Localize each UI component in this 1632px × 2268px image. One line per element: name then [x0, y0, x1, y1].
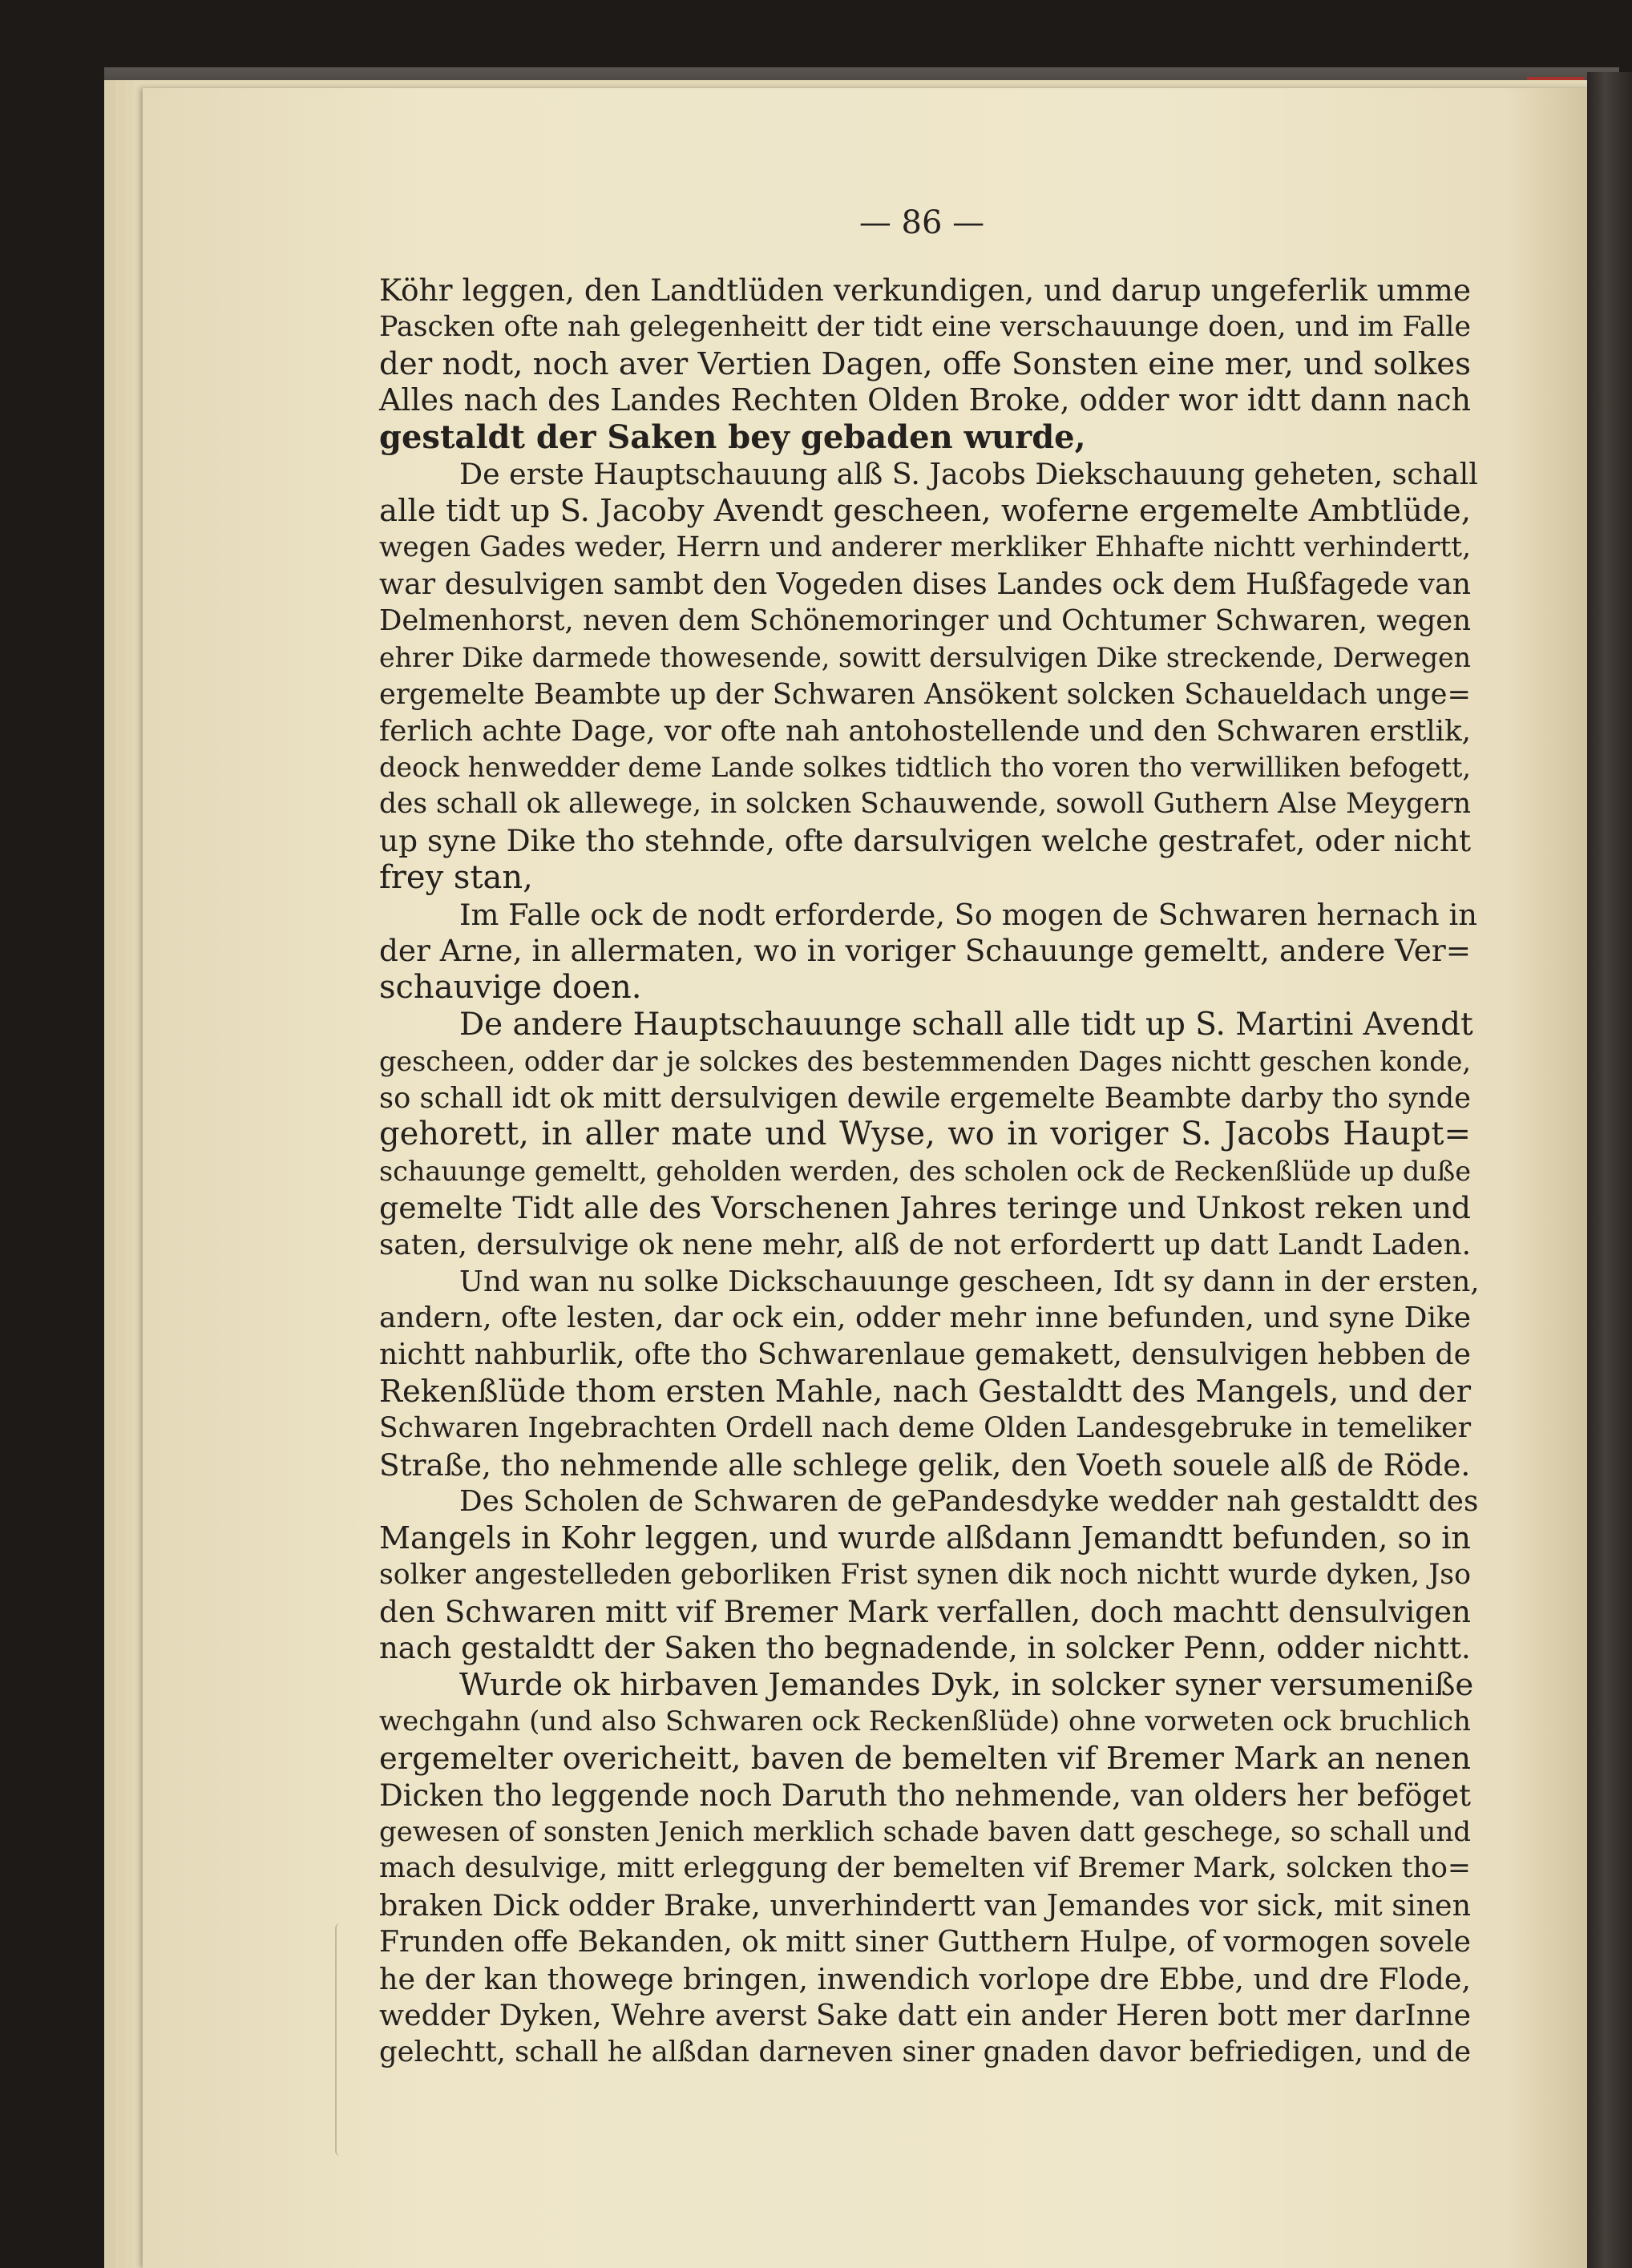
text-line: Und wan nu solke Dickschauunge gescheen, Idt sy dann in der ersten, — [459, 1265, 1480, 1298]
text-line: so schall idt ok mitt dersulvigen dewile ergemelte Beambte darby tho synde — [379, 1081, 1471, 1115]
text-line: andern, ofte lesten, dar ock ein, odder mehr inne befunden, und syne Dike — [379, 1301, 1471, 1335]
text-line: he der kan thowege bringen, inwendich vorlope dre Ebbe, und dre Flode, — [379, 1961, 1471, 1996]
text-line: Köhr leggen, den Landtlüden verkundigen, und darup ungeferlik umme — [379, 272, 1471, 308]
text-line: wegen Gades weder, Herrn und anderer merkliker Ehhafte nichtt verhindertt, — [379, 531, 1471, 563]
text-line: deock henwedder deme Lande solkes tidtlich tho voren tho verwilliken befogett, — [379, 752, 1471, 784]
text-line: up syne Dike tho stehnde, ofte darsulvigen welche gestrafet, oder nicht — [379, 822, 1471, 858]
text-line: des schall ok allewege, in solcken Schauwende, sowoll Guthern Alse Meygern — [379, 788, 1471, 821]
text-line: solker angestelleden geborliken Frist synen dik noch nichtt wurde dyken, Jso — [379, 1558, 1471, 1591]
text-line: ehrer Dike darmede thowesende, sowitt dersulvigen Dike streckende, Derwegen — [379, 641, 1471, 673]
text-line: Straße, tho nehmende alle schlege gelik, den Voeth souele alß de Röde. — [379, 1447, 1471, 1483]
text-line: Frunden offe Bekanden, ok mitt siner Gutthern Hulpe, of vormogen sovele — [379, 1925, 1471, 1959]
text-line: Dicken tho leggende noch Daruth tho nehmende, van olders her beföget — [379, 1778, 1471, 1813]
text-line: Schwaren Ingebrachten Ordell nach deme Olden Landesgebruke in temeliker — [379, 1411, 1472, 1444]
text-line: Im Falle ock de nodt erforderde, So mogen de Schwaren hernach in — [459, 897, 1477, 932]
text-line: der nodt, noch aver Vertien Dagen, offe Sonsten eine mer, und solkes — [379, 345, 1472, 382]
text-line: Des Scholen de Schwaren de gePandesdyke wedder nah gestaldtt des — [459, 1485, 1479, 1519]
text-line: De erste Hauptschauung alß S. Jacobs Diekschauung geheten, schall — [459, 456, 1478, 491]
text-line: war desulvigen sambt den Vogeden dises Landes ock dem Hußfagede van — [379, 567, 1471, 602]
text-line: Delmenhorst, neven dem Schönemoringer und Ochtumer Schwaren, wegen — [379, 604, 1471, 638]
book-cover-edge-right — [1587, 72, 1632, 2268]
text-line: gelechtt, schall he alßdan darneven siner gnaden davor befriedigen, und de — [379, 2036, 1471, 2069]
text-line: Rekenßlüde thom ersten Mahle, nach Gestaldtt des Mangels, und der — [379, 1373, 1471, 1410]
text-line: den Schwaren mitt vif Bremer Mark verfallen, doch machtt densulvigen — [379, 1593, 1471, 1629]
text-line: ergemelte Beambte up der Schwaren Ansökent solcken Schaueldach unge= — [379, 677, 1471, 711]
text-line: Pascken ofte nah gelegenheitt der tidt eine verschauunge doen, und im Falle — [379, 310, 1471, 343]
text-line: gehorett, in aller mate und Wyse, wo in voriger S. Jacobs Haupt= — [379, 1116, 1471, 1153]
text-line: Alles nach des Landes Rechten Olden Broke, odder wor idtt dann nach — [379, 382, 1471, 418]
text-line: gestaldt der Saken bey gebaden wurde, — [379, 418, 1086, 457]
text-line: gemelte Tidt alle des Vorschenen Jahres teringe und Unkost reken und — [379, 1189, 1471, 1225]
text-line: ferlich achte Dage, vor ofte nah antohostellende und den Schwaren erstlik, — [379, 714, 1471, 748]
text-line: alle tidt up S. Jacoby Avendt gescheen, woferne ergemelte Ambtlüde, — [379, 492, 1471, 529]
text-line: gescheen, odder dar je solckes des bestemmenden Dages nichtt geschen konde, — [379, 1045, 1471, 1077]
page-number: — 86 — — [858, 204, 985, 241]
text-line: wedder Dyken, Wehre averst Sake datt ein ander Heren bott mer darInne — [379, 1998, 1471, 2033]
page-body-text — [379, 272, 1480, 2071]
text-line: Wurde ok hirbaven Jemandes Dyk, in solcker syner versumeniße — [459, 1667, 1474, 1704]
text-line: Mangels in Kohr leggen, und wurde alßdann Jemandtt befunden, so in — [379, 1520, 1471, 1556]
text-line: nach gestaldtt der Saken tho begnadende, in solcker Penn, odder nichtt. — [379, 1631, 1471, 1666]
text-line: schauvige doen. — [379, 969, 642, 1007]
text-line: braken Dick odder Brake, unverhindertt van Jemandes vor sick, mit sinen — [379, 1888, 1471, 1923]
text-line: mach desulvige, mitt erleggung der bemelten vif Bremer Mark, solcken tho= — [379, 1852, 1471, 1885]
text-line: der Arne, in allermaten, wo in voriger Schauunge gemeltt, andere Ver= — [379, 933, 1471, 969]
text-line: wechgahn (und also Schwaren ock Reckenßlüde) ohne vorweten ock bruchlich — [379, 1705, 1471, 1738]
text-line: schauunge gemeltt, geholden werden, des scholen ock de Reckenßlüde up duße — [379, 1156, 1471, 1188]
text-line: ergemelter overicheitt, baven de bemelten vif Bremer Mark an nenen — [379, 1740, 1471, 1777]
text-line: gewesen of sonsten Jenich merklich schade baven datt geschege, so schall und — [379, 1816, 1471, 1848]
text-line: nichtt nahburlik, ofte tho Schwarenlaue gemakett, densulvigen hebben de — [379, 1338, 1471, 1372]
text-line: De andere Hauptschauunge schall alle tidt up S. Martini Avendt — [459, 1006, 1473, 1043]
text-line: frey stan, — [379, 858, 533, 896]
text-line: saten, dersulvige ok nene mehr, alß de not erfordertt up datt Landt Laden. — [379, 1228, 1471, 1261]
page-fold-mark — [335, 1923, 345, 2156]
